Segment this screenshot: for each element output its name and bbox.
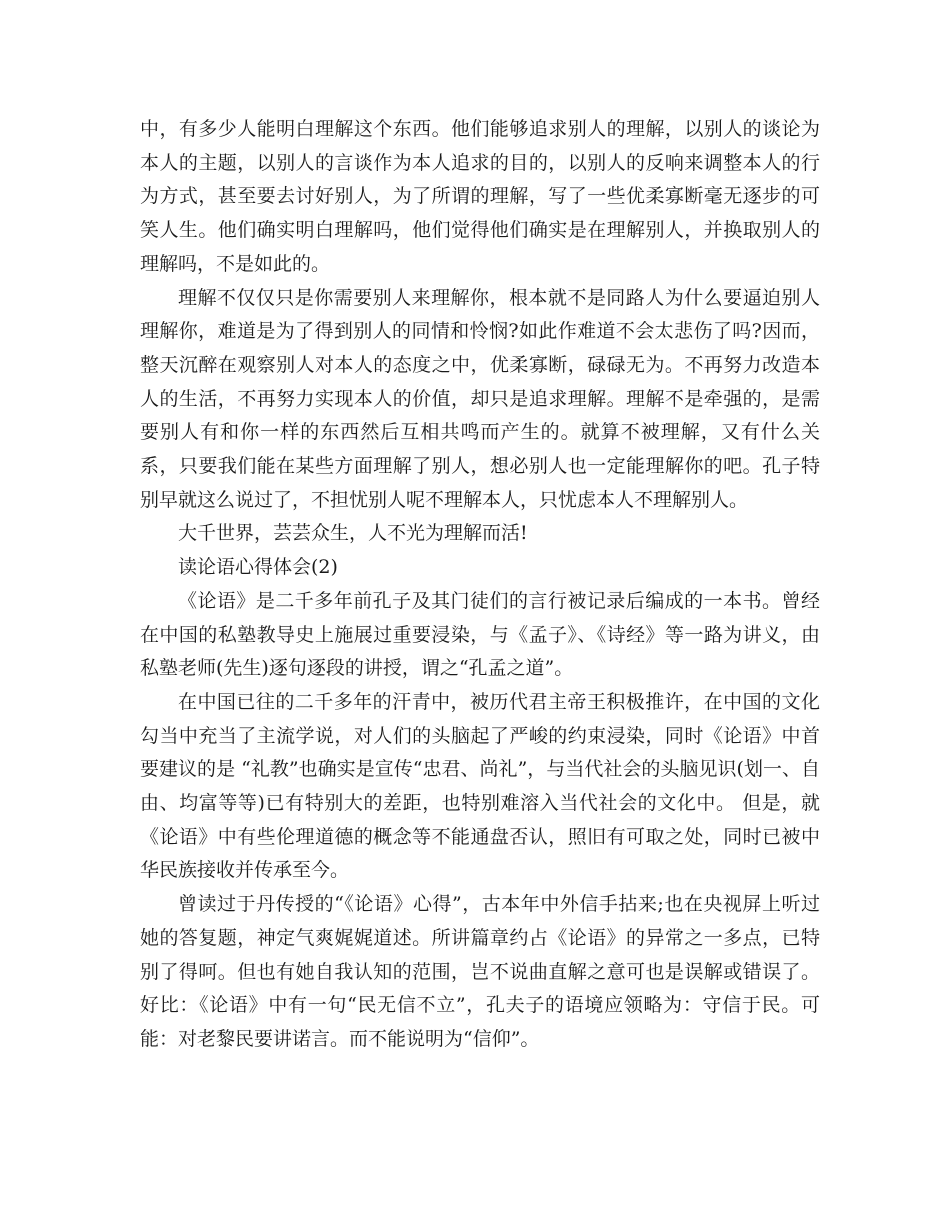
paragraph-5: 在中国已往的二千多年的汗青中，被历代君主帝王积极推许，在中国的文化勾当中充当了主流学说，对人们的头脑起了严峻的约束浸染，同时《论语》中首要建议的是 “礼教”也确实是宣传“忠君、尚礼”，与当代社会的头脑见识(划一、自由、均富等等)已有特别大的差距，也特别难溶入当代社会的文化中。 但是，就《论语》中有些伦理道德的概念等不能通盘否认，照旧有可取之处，同时已被中华民族接收并传承至今。	[140, 690, 820, 882]
document-body	[140, 113, 820, 1057]
paragraph-6: 曾读过于丹传授的“《论语》心得”，古本年中外信手拈来;也在央视屏上听过她的答复题，神定气爽娓娓道述。所讲篇章约占《论语》的异常之一多点，已特别了得呵。但也有她自我认知的范围，岂不说曲直解之意可也是误解或错误了。好比：《论语》中有一句“民无信不立”，孔夫子的语境应领略为：守信于民。可能：对老黎民要讲诺言。而不能说明为“信仰”。	[140, 893, 820, 1050]
paragraph-3: 大千世界，芸芸众生，人不光为理解而活!	[178, 522, 528, 545]
paragraph-1: 中，有多少人能明白理解这个东西。他们能够追求别人的理解，以别人的谈论为本人的主题，以别人的言谈作为本人追求的目的，以别人的反响来调整本人的行为方式，甚至要去讨好别人，为了所谓的理解，写了一些优柔寡断毫无逐步的可笑人生。他们确实明白理解吗，他们觉得他们确实是在理解别人，并换取别人的理解吗，不是如此的。	[140, 118, 820, 275]
paragraph-4: 《论语》是二千多年前孔子及其门徒们的言行被记录后编成的一本书。曾经在中国的私塾教导史上施展过重要浸染，与《孟子》、《诗经》等一路为讲义，由私塾老师(先生)逐句逐段的讲授，谓之“孔孟之道”。	[140, 589, 820, 680]
paragraph-2: 理解不仅仅只是你需要别人来理解你，根本就不是同路人为什么要逼迫别人理解你，难道是为了得到别人的同情和怜悯?如此作难道不会太悲伤了吗?因而，整天沉醉在观察别人对本人的态度之中，优柔寡断，碌碌无为。不再努力改造本人的生活，不再努力实现本人的价值，却只是追求理解。理解不是牵强的，是需要别人有和你一样的东西然后互相共鸣而产生的。就算不被理解，又有什么关系，只要我们能在某些方面理解了别人，想必别人也一定能理解你的吧。孔子特别早就这么说过了，不担忧别人呢不理解本人，只忧虑本人不理解别人。	[140, 286, 820, 511]
section-heading: 读论语心得体会(2)	[178, 556, 338, 579]
